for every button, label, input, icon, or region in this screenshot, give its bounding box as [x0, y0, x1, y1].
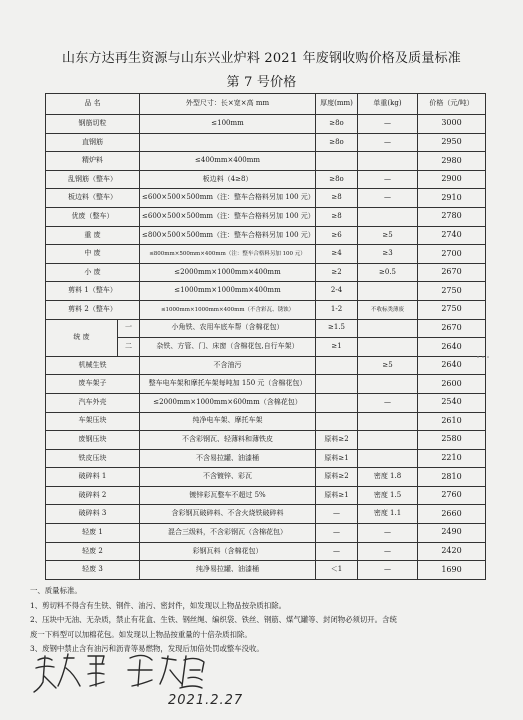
cell-price: 2670 — [418, 263, 486, 282]
cell-name: 钢筋切粒 — [46, 115, 140, 134]
cell-name: 废钢压块 — [46, 431, 140, 450]
cell-price: 2750 — [418, 282, 486, 301]
cell-price: 2780 — [418, 207, 486, 226]
cell-price: 2660 — [418, 505, 486, 524]
cell-weight: — — [358, 542, 418, 561]
cell-name: 优废（整车） — [46, 207, 140, 226]
header-thickness: 厚度(mm) — [316, 94, 358, 115]
cell-name: 破碎料 2 — [46, 486, 140, 505]
table-row — [46, 561, 486, 580]
cell-price: 2600 — [418, 375, 486, 394]
cell-price: 2210 — [418, 449, 486, 468]
cell-size: ≤400mm×400mm — [140, 152, 316, 171]
cell-weight — [358, 152, 418, 171]
cell-size: 含彩钢瓦破碎料、不含火烧铁破碎料 — [140, 505, 316, 524]
header-price: 价格（元/吨） — [418, 94, 486, 115]
cell-size: ≤1000mm×1000mm×400mm（不含彩瓦、锈蚀） — [140, 300, 316, 319]
cell-weight — [358, 375, 418, 394]
cell-thickness — [316, 375, 358, 394]
cell-thickness: 1-2 — [316, 300, 358, 319]
cell-name: 机械生铁 — [46, 356, 140, 375]
cell-name: 轻废 1 — [46, 524, 140, 543]
quality-notes — [30, 584, 500, 657]
cell-size: ≤600×500×500mm（注：整车合格料另加 100 元） — [140, 207, 316, 226]
cell-size: 小角铁、农用车底车帮（含棉花包） — [140, 319, 316, 338]
cell-price: 2540 — [418, 393, 486, 412]
table-row — [46, 282, 486, 301]
cell-price: 1690 — [418, 561, 486, 580]
cell-name: 破碎料 3 — [46, 505, 140, 524]
header-weight: 单重(kg) — [358, 94, 418, 115]
cell-size: ≤600×500×500mm（注：整车合格料另加 100 元） — [140, 189, 316, 208]
cell-thickness: ≥8o — [316, 115, 358, 134]
cell-weight: — — [358, 189, 418, 208]
table-row — [46, 431, 486, 450]
cell-thickness: 原料≥2 — [316, 468, 358, 487]
cell-size: ≤800×500×500mm（注：整车合格料另加 100 元） — [140, 226, 316, 245]
cell-thickness: ≥8o — [316, 133, 358, 152]
cell-price: 2610 — [418, 412, 486, 431]
table-row — [46, 300, 486, 319]
cell-weight — [358, 431, 418, 450]
cell-price: 2580 — [418, 431, 486, 450]
header-size: 外型尺寸：长×宽×高 mm — [140, 94, 316, 115]
cell-name: 铁皮压块 — [46, 449, 140, 468]
cell-weight: ≥5 — [358, 226, 418, 245]
cell-weight: — — [358, 133, 418, 152]
note-line: 2、压块中无油、无杂质，禁止有花盒、生铁、钢丝绳、编织袋、铁丝、钢筋、煤气罐等、封闭物必须切开。含统 — [30, 615, 397, 624]
cell-thickness: ＜1 — [316, 561, 358, 580]
cell-weight: 密度 1.8 — [358, 468, 418, 487]
cell-price: 2420 — [418, 542, 486, 561]
table-row — [46, 152, 486, 171]
table-row — [46, 412, 486, 431]
cell-thickness: ≥4 — [316, 245, 358, 264]
cell-name: 汽车外壳 — [46, 393, 140, 412]
cell-size: 杂铁、方管、门、床窗（含棉花包,自行车架） — [140, 338, 316, 357]
cell-thickness: 原料≥1 — [316, 449, 358, 468]
cell-name: 剪料 2（整车） — [46, 300, 140, 319]
table-row — [46, 189, 486, 208]
cell-size: 板边料（4≥8） — [140, 170, 316, 189]
note-line: 废一下料型可以加棉花包。如发现以上物品按重量的十倍杂质扣除。 — [30, 629, 252, 639]
cell-price: 2760 — [418, 486, 486, 505]
cell-weight: 密度 1.5 — [358, 486, 418, 505]
cell-thickness: — — [316, 524, 358, 543]
table-row — [46, 393, 486, 412]
cell-size: 整车电车架和摩托车架每吨加 150 元（含棉花包） — [140, 375, 316, 394]
table-row — [46, 468, 486, 487]
cell-name: 直钢筋 — [46, 133, 140, 152]
cell-size: 彩钢瓦料（含棉花包） — [140, 542, 316, 561]
cell-thickness: ≥8 — [316, 189, 358, 208]
margin-marks — [476, 354, 492, 360]
table-row — [46, 505, 486, 524]
document-title: 山东方达再生资源与山东兴业炉料 2021 年废钢收购价格及质量标准 — [62, 51, 461, 66]
table-row — [46, 245, 486, 264]
cell-name: 重 废 — [46, 226, 140, 245]
table-row — [46, 115, 486, 134]
cell-subgrade: 一 — [118, 319, 140, 338]
cell-name: 废车架子 — [46, 375, 140, 394]
cell-thickness: ≥6 — [316, 226, 358, 245]
table-row — [46, 133, 486, 152]
table-row — [46, 486, 486, 505]
note-line: 3、废钢中禁止含有油污和沥青等易燃物，发现后加倍处罚或整车没收。 — [30, 644, 264, 653]
cell-size: 不含油污 — [140, 356, 316, 375]
cell-size: ≤800mm×500mm×400mm（注：整车合格料另加 100 元） — [140, 245, 316, 264]
cell-weight: 密度 1.1 — [358, 505, 418, 524]
cell-thickness: — — [316, 505, 358, 524]
handwritten-signature — [30, 648, 290, 708]
cell-weight: ≥0.5 — [358, 263, 418, 282]
cell-weight: — — [358, 561, 418, 580]
cell-weight — [358, 282, 418, 301]
cell-price: 2490 — [418, 524, 486, 543]
price-table — [45, 93, 486, 580]
cell-thickness — [316, 356, 358, 375]
cell-name: 轻废 2 — [46, 542, 140, 561]
cell-size: 不含易拉罐、油漆桶 — [140, 449, 316, 468]
table-row — [46, 449, 486, 468]
cell-thickness — [316, 393, 358, 412]
note-line: 1、剪切料不得含有生铁、钢件、油污、密封件，如发现以上物品按杂质扣除。 — [30, 600, 286, 610]
cell-thickness: ≥8o — [316, 170, 358, 189]
cell-size: ≤100mm — [140, 115, 316, 134]
cell-size: 混合三级料，不含彩钢瓦（含棉花包） — [140, 524, 316, 543]
cell-weight: — — [358, 115, 418, 134]
cell-name: 板边料（整车） — [46, 189, 140, 208]
cell-thickness: 原料≥2 — [316, 431, 358, 450]
cell-thickness: ≥8 — [316, 207, 358, 226]
cell-thickness — [316, 152, 358, 171]
cell-weight: — — [358, 524, 418, 543]
cell-price: 2980 — [418, 152, 486, 171]
cell-price: 3000 — [418, 115, 486, 134]
cell-size: 不含镀锌、彩瓦 — [140, 468, 316, 487]
table-row — [46, 207, 486, 226]
cell-weight — [358, 207, 418, 226]
cell-name: 中 废 — [46, 245, 140, 264]
cell-price: 2640 — [418, 338, 486, 357]
table-row — [46, 170, 486, 189]
table-row — [46, 226, 486, 245]
cell-size: ≤2000mm×1000mm×400mm — [140, 263, 316, 282]
table-row — [46, 375, 486, 394]
table-row — [46, 542, 486, 561]
cell-name: 剪料 1（整车） — [46, 282, 140, 301]
cell-size: ≤2000mm×1000mm×600mm（含棉花包） — [140, 393, 316, 412]
cell-thickness: ≥2 — [316, 263, 358, 282]
cell-price: 2950 — [418, 133, 486, 152]
cell-size: 镀锌彩瓦整车不超过 5% — [140, 486, 316, 505]
cell-name: 破碎料 1 — [46, 468, 140, 487]
cell-size: 不含彩钢瓦、轻薄料和薄铁皮 — [140, 431, 316, 450]
cell-price: 2740 — [418, 226, 486, 245]
cell-size: 纯净电车架、摩托车架 — [140, 412, 316, 431]
cell-name: 车架压块 — [46, 412, 140, 431]
cell-price: 2750 — [418, 300, 486, 319]
table-row — [46, 356, 486, 375]
cell-weight — [358, 412, 418, 431]
cell-weight: — — [358, 170, 418, 189]
cell-name: 轻废 3 — [46, 561, 140, 580]
cell-name: 乱钢筋（整车） — [46, 170, 140, 189]
cell-weight — [358, 338, 418, 357]
cell-thickness: ≥1 — [316, 338, 358, 357]
cell-name: 统 废 — [46, 319, 118, 356]
cell-weight: ≥3 — [358, 245, 418, 264]
cell-price: 2700 — [418, 245, 486, 264]
document-subtitle: 第 7 号价格 — [226, 75, 297, 90]
cell-thickness — [316, 412, 358, 431]
cell-size: ≤1000mm×1000mm×400mm — [140, 282, 316, 301]
note-line: 一、质量标准。 — [30, 586, 82, 595]
cell-weight: — — [358, 393, 418, 412]
table-row — [46, 263, 486, 282]
cell-weight — [358, 319, 418, 338]
cell-price: 2640 — [418, 356, 486, 375]
cell-name: 精炉料 — [46, 152, 140, 171]
cell-price: 2910 — [418, 189, 486, 208]
table-row — [46, 524, 486, 543]
cell-weight — [358, 449, 418, 468]
cell-subgrade: 二 — [118, 338, 140, 357]
signature-date: 2021.2.27 — [168, 693, 244, 708]
cell-size: 纯净易拉罐、油漆桶 — [140, 561, 316, 580]
header-name: 品 名 — [46, 94, 140, 115]
table-row — [46, 319, 486, 338]
cell-price: 2810 — [418, 468, 486, 487]
cell-thickness: 2-4 — [316, 282, 358, 301]
cell-thickness: — — [316, 542, 358, 561]
cell-thickness: ≥1.5 — [316, 319, 358, 338]
cell-weight: 不收标类薄废 — [358, 300, 418, 319]
cell-weight: ≥5 — [358, 356, 418, 375]
cell-name: 小 废 — [46, 263, 140, 282]
cell-size — [140, 133, 316, 152]
table-header-row — [46, 94, 486, 115]
cell-thickness: 原料≥1 — [316, 486, 358, 505]
cell-price: 2900 — [418, 170, 486, 189]
cell-price: 2670 — [418, 319, 486, 338]
